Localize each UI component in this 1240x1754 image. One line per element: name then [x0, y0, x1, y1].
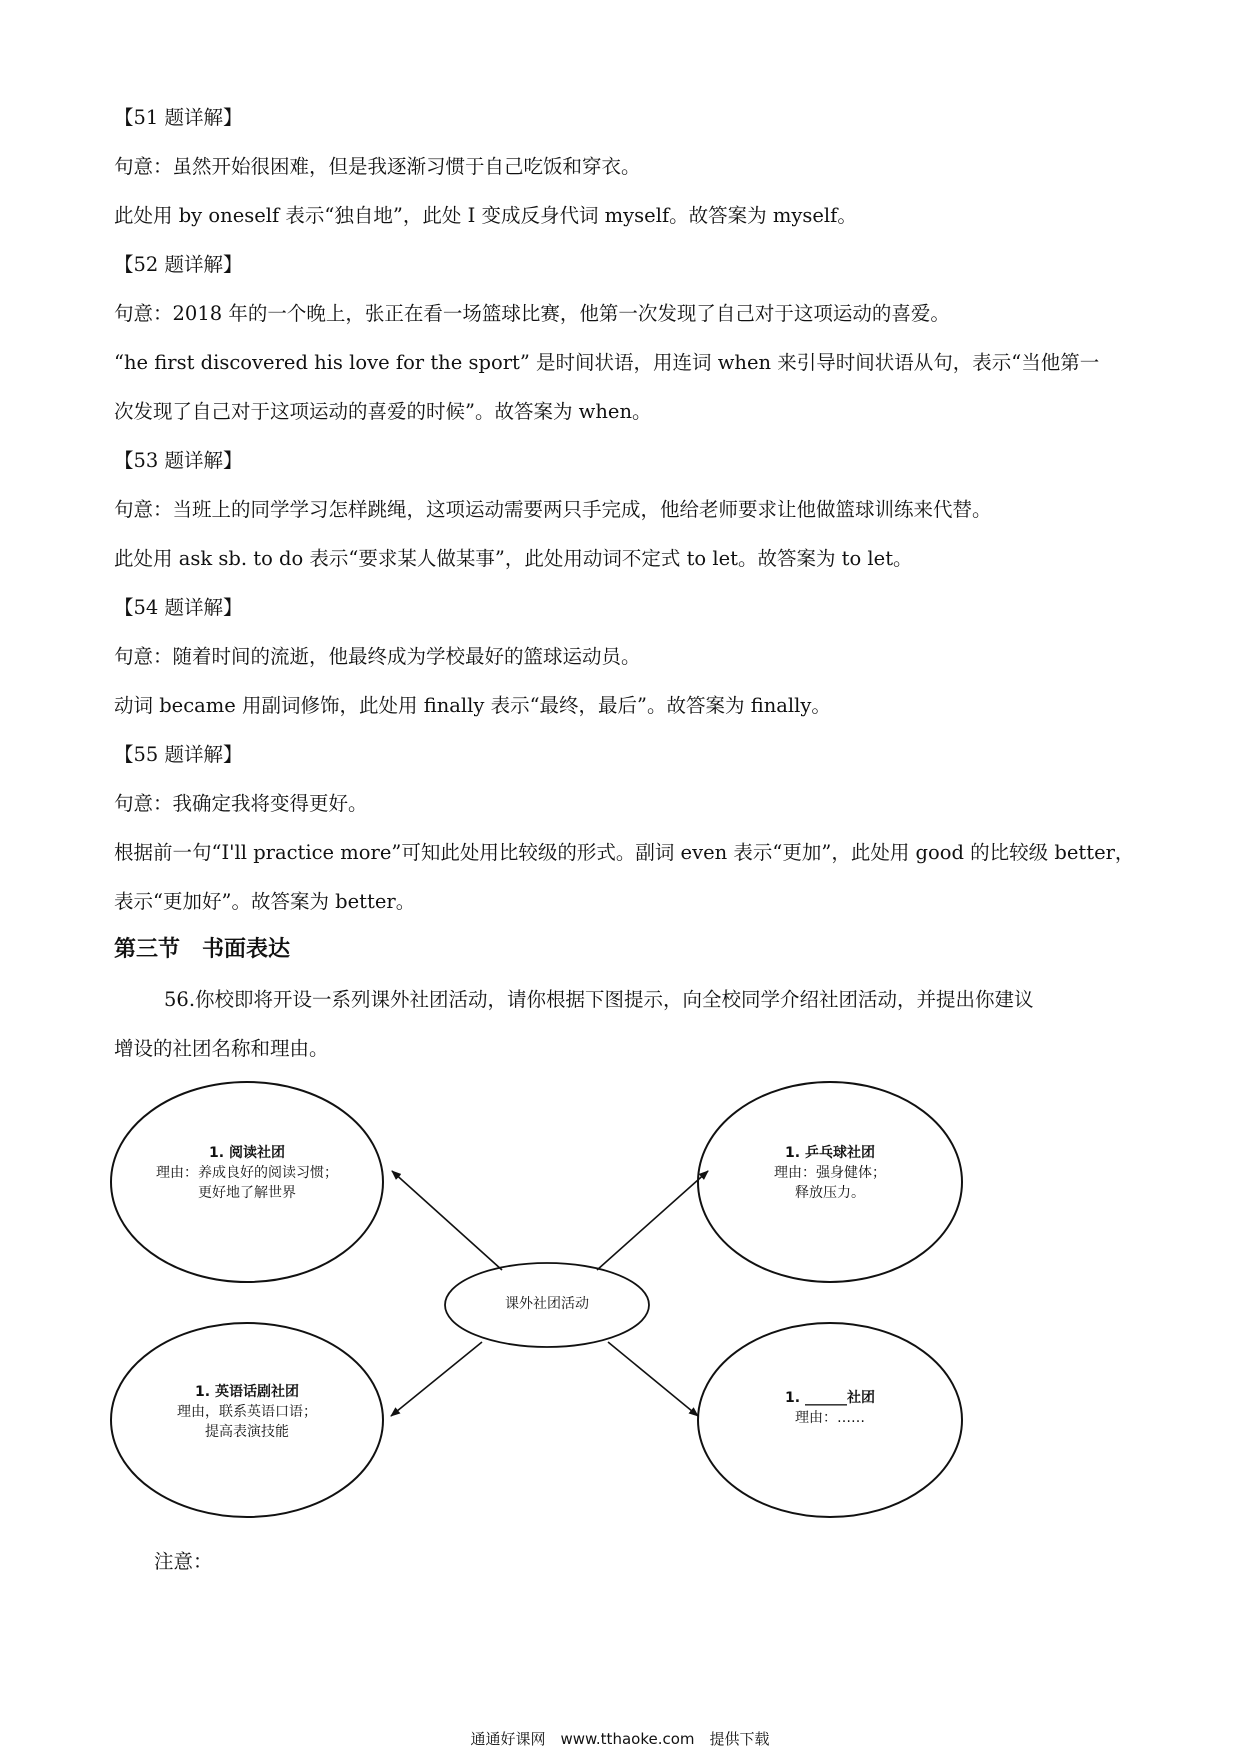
q52-heading: 【52 题详解】: [114, 253, 243, 276]
q51-meaning: 句意：虽然开始很困难，但是我逐渐习惯于自己吃饭和穿衣。: [114, 155, 641, 178]
drama-club-text: [127, 1382, 367, 1442]
arrow-to-pingpong: [597, 1171, 708, 1270]
q53-meaning: 句意：当班上的同学学习怎样跳绳，这项运动需要两只手完成，他给老师要求让他做篮球训练来代替。: [114, 498, 992, 521]
q53-heading: 【53 题详解】: [114, 449, 243, 472]
drama-club-reason-1: 理由，联系英语口语；: [177, 1404, 317, 1420]
q55-meaning: 句意：我确定我将变得更好。: [114, 792, 368, 815]
club-diagram: [110, 1080, 990, 1520]
arrow-to-drama: [391, 1342, 482, 1416]
note-label: 注意：: [154, 1550, 213, 1573]
q53-explain: 此处用 ask sb. to do 表示“要求某人做某事”，此处用动词不定式 to let。故答案为 to let。: [114, 547, 913, 570]
q55-heading: 【55 题详解】: [114, 743, 243, 766]
reading-club-text: [127, 1143, 367, 1203]
q52-explain-line1: “he first discovered his love for the sport” 是时间状语，用连词 when 来引导时间状语从句，表示“当他第一: [114, 351, 1100, 374]
q52-meaning: 句意：2018 年的一个晚上，张正在看一场篮球比赛，他第一次发现了自己对于这项运动的喜爱。: [114, 302, 950, 325]
q56-prompt-line1: 56.你校即将开设一系列课外社团活动，请你根据下图提示，向全校同学介绍社团活动，并提出你建议: [164, 988, 1034, 1011]
q51-heading: 【51 题详解】: [114, 106, 243, 129]
q51-explain: 此处用 by oneself 表示“独自地”，此处 I 变成反身代词 myself。故答案为 myself。: [114, 204, 857, 227]
arrow-to-reading: [392, 1171, 502, 1270]
page-footer: 通通好课网 www.tthaoke.com 提供下载: [470, 1730, 770, 1748]
q54-explain: 动词 became 用副词修饰，此处用 finally 表示“最终，最后”。故答案为 finally。: [114, 694, 831, 717]
blank-club-title: 1. ______社团: [785, 1390, 875, 1406]
blank-club-text: [710, 1388, 950, 1428]
pingpong-club-text: [710, 1143, 950, 1203]
q52-explain-line2: 次发现了自己对于这项运动的喜爱的时候”。故答案为 when。: [114, 400, 652, 423]
pingpong-club-title: 1. 乒乓球社团: [785, 1145, 875, 1161]
blank-club-reason-1: 理由：……: [795, 1410, 865, 1426]
drama-club-reason-2: 提高表演技能: [205, 1424, 289, 1440]
center-label: 课外社团活动: [505, 1296, 589, 1312]
reading-club-title: 1. 阅读社团: [209, 1145, 285, 1161]
section-title: 第三节 书面表达: [114, 937, 291, 962]
q54-heading: 【54 题详解】: [114, 596, 243, 619]
q55-explain-line1: 根据前一句“I'll practice more”可知此处用比较级的形式。副词 even 表示“更加”，此处用 good 的比较级 better，: [114, 841, 1135, 864]
q55-explain-line2: 表示“更加好”。故答案为 better。: [114, 890, 416, 913]
q56-prompt-line2: 增设的社团名称和理由。: [114, 1037, 329, 1060]
pingpong-club-reason-1: 理由：强身健体；: [774, 1165, 886, 1181]
reading-club-reason-1: 理由：养成良好的阅读习惯；: [156, 1165, 338, 1181]
pingpong-club-reason-2: 释放压力。: [795, 1185, 865, 1201]
center-text: [462, 1294, 632, 1314]
arrow-to-blank: [608, 1342, 698, 1416]
q54-meaning: 句意：随着时间的流逝，他最终成为学校最好的篮球运动员。: [114, 645, 641, 668]
reading-club-reason-2: 更好地了解世界: [198, 1185, 296, 1201]
drama-club-title: 1. 英语话剧社团: [195, 1384, 299, 1400]
